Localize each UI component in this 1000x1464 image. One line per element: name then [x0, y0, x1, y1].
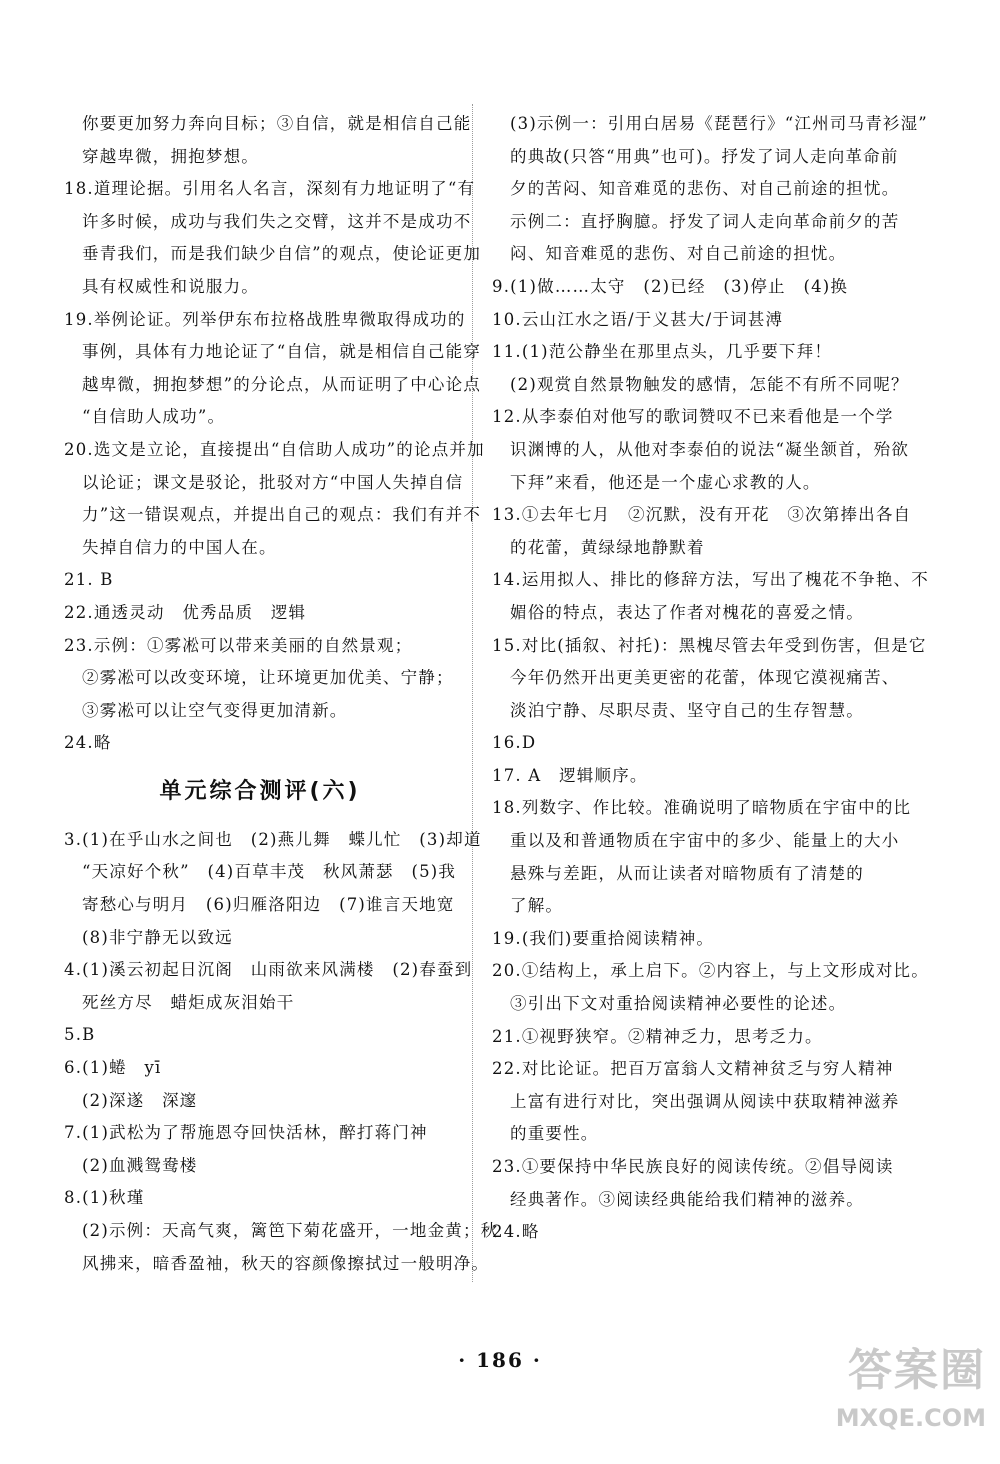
answer-line: 20.选文是立论，直接提出“自信助人成功”的论点并加: [64, 439, 485, 459]
answer-line: 3.(1)在乎山水之间也 (2)燕儿舞 蝶儿忙 (3)却道: [64, 829, 482, 849]
answer-line: 8.(1)秋瑾: [64, 1188, 145, 1208]
answer-line: “天凉好个秋” (4)百草丰茂 秋风萧瑟 (5)我: [82, 862, 457, 882]
answer-line: 了解。: [510, 896, 564, 916]
answer-line: 15.对比(插叙、衬托)：黑槐尽管去年受到伤害，但是它: [492, 635, 927, 655]
column-divider: [472, 104, 473, 1282]
answer-line: 9.(1)做……太守 (2)已经 (3)停止 (4)换: [492, 276, 849, 296]
answer-line: 悬殊与差距，从而让读者对暗物质有了清楚的: [510, 863, 864, 883]
answer-line: 上富有进行对比，突出强调从阅读中获取精神滋养: [510, 1091, 900, 1111]
answer-line: 24.略: [492, 1222, 540, 1242]
answer-line: ③雾凇可以让空气变得更加清新。: [82, 700, 348, 720]
answer-line: 寄愁心与明月 (6)归雁洛阳边 (7)谁言天地宽: [82, 895, 455, 915]
answer-line: 10.云山江水之语/于义甚大/于词甚溥: [492, 309, 784, 329]
answer-line: 死丝方尽 蜡炬成灰泪始干: [82, 992, 295, 1012]
answer-line: (2)血溅鸳鸯楼: [82, 1155, 198, 1175]
answer-line: 的典故(只答“用典”也可)。抒发了词人走向革命前: [510, 146, 899, 166]
answer-line: ③引出下文对重拾阅读精神必要性的论述。: [510, 994, 847, 1014]
left-column: [64, 108, 499, 1280]
answer-line: 下拜”来看，他还是一个虚心求教的人。: [510, 472, 821, 492]
watermark: [806, 1334, 986, 1454]
answer-line: 18.道理论据。引用名人名言，深刻有力地证明了“有: [64, 179, 476, 199]
answer-line: (8)非宁静无以致远: [82, 927, 233, 947]
answer-line: 22.通透灵动 优秀品质 逻辑: [64, 602, 307, 622]
answer-line: 具有权威性和说服力。: [82, 276, 259, 296]
watermark-cn: 答案圈: [848, 1345, 986, 1396]
answer-line: 16.D: [492, 733, 537, 753]
answer-line: 7.(1)武松为了帮施恩夺回快活林，醉打蒋门神: [64, 1123, 428, 1143]
answer-line: 许多时候，成功与我们失之交臂，这并不是成功不: [82, 211, 472, 231]
right-column: [492, 108, 929, 1249]
answer-line: 示例二：直抒胸臆。抒发了词人走向革命前夕的苦: [510, 211, 900, 231]
answer-line: 13.①去年七月 ②沉默，没有开花 ③次第捧出各自: [492, 505, 912, 525]
answer-line: 的花蕾，黄绿绿地静默着: [510, 537, 705, 557]
answer-line: (2)深遂 深邃: [82, 1090, 198, 1110]
answer-line: 失掉自信力的中国人在。: [82, 537, 277, 557]
answer-line: 越卑微，拥抱梦想”的分论点，从而证明了中心论点: [82, 374, 482, 394]
answer-line: 18.列数字、作比较。准确说明了暗物质在宇宙中的比: [492, 798, 912, 818]
answer-line: 识渊博的人，从他对李泰伯的说法“凝坐颔首，殆欲: [510, 439, 910, 459]
answer-line: 事例，具体有力地论证了“自信，就是相信自己能穿: [82, 342, 482, 362]
watermark-en: MXQE.COM: [835, 1404, 986, 1432]
answer-line: 22.对比论证。把百万富翁人文精神贫乏与穷人精神: [492, 1059, 894, 1079]
answer-line: 以论证；课文是驳论，批驳对方“中国人失掉自信: [82, 472, 464, 492]
answer-line: 23.示例：①雾凇可以带来美丽的自然景观；: [64, 635, 413, 655]
answer-line: (3)示例一：引用白居易《琵琶行》“江州司马青衫湿”: [510, 114, 928, 133]
answer-line: 重以及和普通物质在宇宙中的多少、能量上的大小: [510, 831, 900, 851]
answer-line: 夕的苦闷、知音难觅的悲伤、对自己前途的担忧。: [510, 179, 900, 199]
answer-line: (2)观赏自然景物触发的感情，怎能不有所不同呢？: [510, 374, 909, 394]
answer-line: (2)示例：天高气爽，篱笆下菊花盛开，一地金黄；秋: [82, 1221, 499, 1240]
answer-line: 闷、知音难觅的悲伤、对自己前途的担忧。: [510, 244, 847, 264]
answer-line: 的重要性。: [510, 1124, 599, 1144]
answer-line: 20.①结构上，承上启下。②内容上，与上文形成对比。: [492, 961, 929, 981]
answer-line: 14.运用拟人、排比的修辞方法，写出了槐花不争艳、不: [492, 570, 929, 590]
answer-line: 4.(1)溪云初起日沉阁 山雨欲来风满楼 (2)春蚕到: [64, 960, 473, 980]
answer-line: 17. A 逻辑顺序。: [492, 765, 648, 785]
answer-line: 23.①要保持中华民族良好的阅读传统。②倡导阅读: [492, 1157, 894, 1176]
answer-line: 24.略: [64, 733, 112, 753]
answer-line: 6.(1)蜷 yī: [64, 1058, 162, 1078]
answer-line: 19.(我们)要重拾阅读精神。: [492, 928, 715, 948]
answer-line: 垂青我们，而是我们缺少自信”的观点，使论证更加: [82, 244, 482, 264]
answer-line: 11.(1)范公静坐在那里点头，几乎要下拜！: [492, 342, 833, 362]
section-title: 单元综合测评(六): [159, 778, 361, 804]
answer-line: 5.B: [64, 1025, 96, 1045]
answer-line: 21.①视野狭窄。②精神乏力，思考乏力。: [492, 1026, 823, 1046]
answer-line: 今年仍然开出更美更密的花蕾，体现它漠视痛苦、: [510, 668, 900, 688]
answer-line: 媚俗的特点，表达了作者对槐花的喜爱之情。: [510, 602, 864, 622]
answer-line: “自信助人成功”。: [82, 407, 226, 427]
answer-line: 力”这一错误观点，并提出自己的观点：我们有并不: [82, 505, 482, 525]
answer-line: 12.从李泰伯对他写的歌词赞叹不已来看他是一个学: [492, 407, 894, 427]
answer-line: 淡泊宁静、尽职尽责、坚守自己的生存智慧。: [510, 700, 864, 720]
answer-line: 19.举例论证。列举伊东布拉格战胜卑微取得成功的: [64, 309, 466, 329]
answer-line: 经典著作。③阅读经典能给我们精神的滋养。: [510, 1189, 864, 1209]
answer-line: 风拂来，暗香盈袖，秋天的容颜像擦拭过一般明净。: [82, 1253, 490, 1273]
page-number: · 186 ·: [458, 1348, 542, 1372]
answer-line: 穿越卑微，拥抱梦想。: [82, 146, 259, 166]
answer-line: ②雾凇可以改变环境，让环境更加优美、宁静；: [82, 668, 454, 688]
answer-line: 你要更加努力奔向目标；③自信，就是相信自己能: [82, 114, 472, 133]
answer-line: 21. B: [64, 570, 114, 590]
